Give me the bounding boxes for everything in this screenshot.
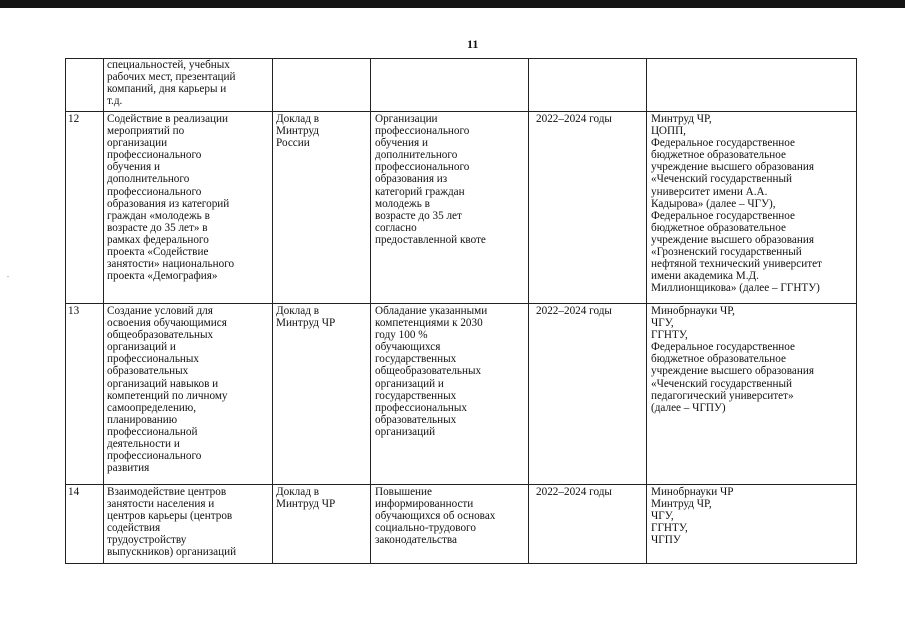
cell-line: государственных <box>375 353 457 366</box>
row-number-cell: 12 <box>68 113 80 125</box>
cell-line: мероприятий по <box>107 125 185 138</box>
cell-line: специальностей, учебных <box>107 59 230 71</box>
measure-name-cell <box>107 113 269 282</box>
cell-line: «Чеченский государственный <box>651 377 792 390</box>
cell-line: проекта «Демография» <box>107 270 218 283</box>
cell-line: Доклад в <box>276 486 319 498</box>
cell-line: Доклад в <box>276 305 319 317</box>
cell-line: профессионального <box>107 149 202 162</box>
cell-line: Доклад в <box>276 113 319 125</box>
responsible-cell <box>651 113 856 294</box>
cell-line: ЧГПУ <box>651 534 681 547</box>
cell-line: учреждение высшего образования <box>651 161 814 174</box>
cell-line: т.д. <box>107 95 123 108</box>
cell-line: педагогический университет» <box>651 389 794 402</box>
cell-line: самоопределению, <box>107 401 197 414</box>
top-border-bar <box>0 0 905 8</box>
cell-line: Минобрнауки ЧР <box>651 486 734 498</box>
cell-line: дополнительного <box>107 173 190 186</box>
cell-line: Минтруд ЧР, <box>651 113 712 125</box>
cell-line: Повышение <box>375 486 432 498</box>
cell-line: общеобразовательных <box>107 329 214 342</box>
cell-line: профессиональной <box>107 425 198 438</box>
cell-line: ЦОПП, <box>651 125 686 138</box>
cell-line: образования из <box>375 173 448 186</box>
cell-line: учреждение высшего образования <box>651 365 814 378</box>
cell-line: организаций и <box>107 341 176 354</box>
cell-line: университет имени А.А. <box>651 185 768 198</box>
action-plan-table <box>65 58 857 564</box>
column-divider <box>103 59 104 563</box>
cell-line: занятости населения и <box>107 498 215 511</box>
measure-name-cell <box>107 486 269 559</box>
row-divider <box>66 111 856 112</box>
cell-line: общеобразовательных <box>375 365 482 378</box>
cell-line: Организации <box>375 113 438 125</box>
cell-line: Обладание указанными <box>375 305 488 317</box>
cell-line: ЧГУ, <box>651 510 674 523</box>
cell-line: ГГНТУ, <box>651 329 688 342</box>
cell-line: ГГНТУ, <box>651 522 688 535</box>
cell-line: компетенций по личному <box>107 389 228 402</box>
row-number-cell: 13 <box>68 305 80 317</box>
cell-line: бюджетное образовательное <box>651 149 786 162</box>
cell-line: «Грозненский государственный <box>651 246 802 259</box>
cell-line: ЧГУ, <box>651 317 674 330</box>
row-divider <box>66 303 856 304</box>
cell-line: бюджетное образовательное <box>651 221 786 234</box>
cell-line: Федеральное государственное <box>651 341 795 354</box>
cell-line: рамках федерального <box>107 233 209 246</box>
period-cell: 2022–2024 годы <box>536 113 612 125</box>
expected-result-cell <box>375 305 525 438</box>
cell-line: Содействие в реализации <box>107 113 229 125</box>
cell-line: возрасте до 35 лет» в <box>107 221 208 234</box>
cell-line: социально-трудового <box>375 522 476 535</box>
cell-line: организаций <box>375 425 436 438</box>
cell-line: Минобрнауки ЧР, <box>651 305 735 317</box>
cell-line: России <box>276 137 310 150</box>
cell-line: нефтяной технический университет <box>651 258 822 271</box>
measure-name-cell <box>107 305 269 474</box>
row-divider <box>66 484 856 485</box>
row-number-cell: 14 <box>68 486 80 498</box>
period-cell: 2022–2024 годы <box>536 486 612 498</box>
page-number: 11 <box>467 37 479 51</box>
cell-line: образовательных <box>375 413 457 426</box>
cell-line: занятости» национального <box>107 258 235 271</box>
cell-line: Минтруд ЧР <box>276 317 336 330</box>
cell-line: организации <box>107 137 168 150</box>
cell-line: возрасте до 35 лет <box>375 209 462 222</box>
report-form-cell <box>276 113 368 149</box>
cell-line: обучения и <box>107 161 160 174</box>
column-divider <box>272 59 273 563</box>
cell-line: рабочих мест, презентаций <box>107 71 236 84</box>
cell-line: выпускников) организаций <box>107 546 237 559</box>
cell-line: трудоустройству <box>107 534 187 547</box>
cell-line: учреждение высшего образования <box>651 233 814 246</box>
cell-line: профессионального <box>107 450 202 463</box>
responsible-cell <box>651 305 856 414</box>
cell-line: обучающихся <box>375 341 441 354</box>
cell-line: деятельности и <box>107 438 180 451</box>
cell-line: граждан «молодежь в <box>107 209 210 222</box>
cell-line: Федеральное государственное <box>651 137 795 150</box>
cell-line: развития <box>107 462 150 475</box>
column-divider <box>370 59 371 563</box>
cell-line: компаний, дня карьеры и <box>107 83 227 96</box>
cell-line: обучения и <box>375 137 428 150</box>
cell-line: планированию <box>107 413 178 426</box>
cell-line: освоения обучающимися <box>107 317 227 330</box>
cell-line: (далее – ЧГПУ) <box>651 401 726 414</box>
cell-line: профессиональных <box>107 353 200 366</box>
cell-line: государственных <box>375 389 457 402</box>
expected-result-cell <box>375 113 525 246</box>
cell-line: Миллионщикова» (далее – ГГНТУ) <box>651 282 820 295</box>
cell-line: законодательства <box>375 534 457 547</box>
cell-line: молодежь в <box>375 197 430 210</box>
cell-line: бюджетное образовательное <box>651 353 786 366</box>
cell-line: обучающихся об основах <box>375 510 496 523</box>
cell-line: Минтруд ЧР <box>276 498 336 511</box>
cell-line: информированности <box>375 498 474 511</box>
cell-line: профессиональных <box>375 401 468 414</box>
cell-line: категорий граждан <box>375 185 465 198</box>
cell-line: Кадырова» (далее – ЧГУ), <box>651 197 776 210</box>
column-divider <box>528 59 529 563</box>
report-form-cell <box>276 486 368 510</box>
cell-line: проекта «Содействие <box>107 246 209 259</box>
responsible-cell <box>651 486 856 546</box>
cell-line: Взаимодействие центров <box>107 486 227 498</box>
cell-line: образования из категорий <box>107 197 230 210</box>
cell-line: профессионального <box>375 161 470 174</box>
cell-line: центров карьеры (центров <box>107 510 233 523</box>
cell-line: организаций навыков и <box>107 377 219 390</box>
margin-mark: . <box>7 270 9 279</box>
report-form-cell <box>276 305 368 329</box>
cell-line: организаций и <box>375 377 444 390</box>
cell-line: согласно <box>375 221 417 234</box>
cell-line: «Чеченский государственный <box>651 173 792 186</box>
cell-line: профессионального <box>107 185 202 198</box>
continuation-name-cell <box>107 59 269 107</box>
cell-line: Создание условий для <box>107 305 213 317</box>
cell-line: Минтруд <box>276 125 319 138</box>
cell-line: профессионального <box>375 125 470 138</box>
expected-result-cell <box>375 486 525 546</box>
cell-line: Минтруд ЧР, <box>651 498 712 511</box>
cell-line: содействия <box>107 522 161 535</box>
cell-line: предоставленной квоте <box>375 233 486 246</box>
cell-line: имени академика М.Д. <box>651 270 759 283</box>
cell-line: Федеральное государственное <box>651 209 795 222</box>
cell-line: компетенциями к 2030 <box>375 317 483 330</box>
cell-line: дополнительного <box>375 149 458 162</box>
cell-line: году 100 % <box>375 329 428 342</box>
period-cell: 2022–2024 годы <box>536 305 612 317</box>
cell-line: образовательных <box>107 365 189 378</box>
column-divider <box>646 59 647 563</box>
